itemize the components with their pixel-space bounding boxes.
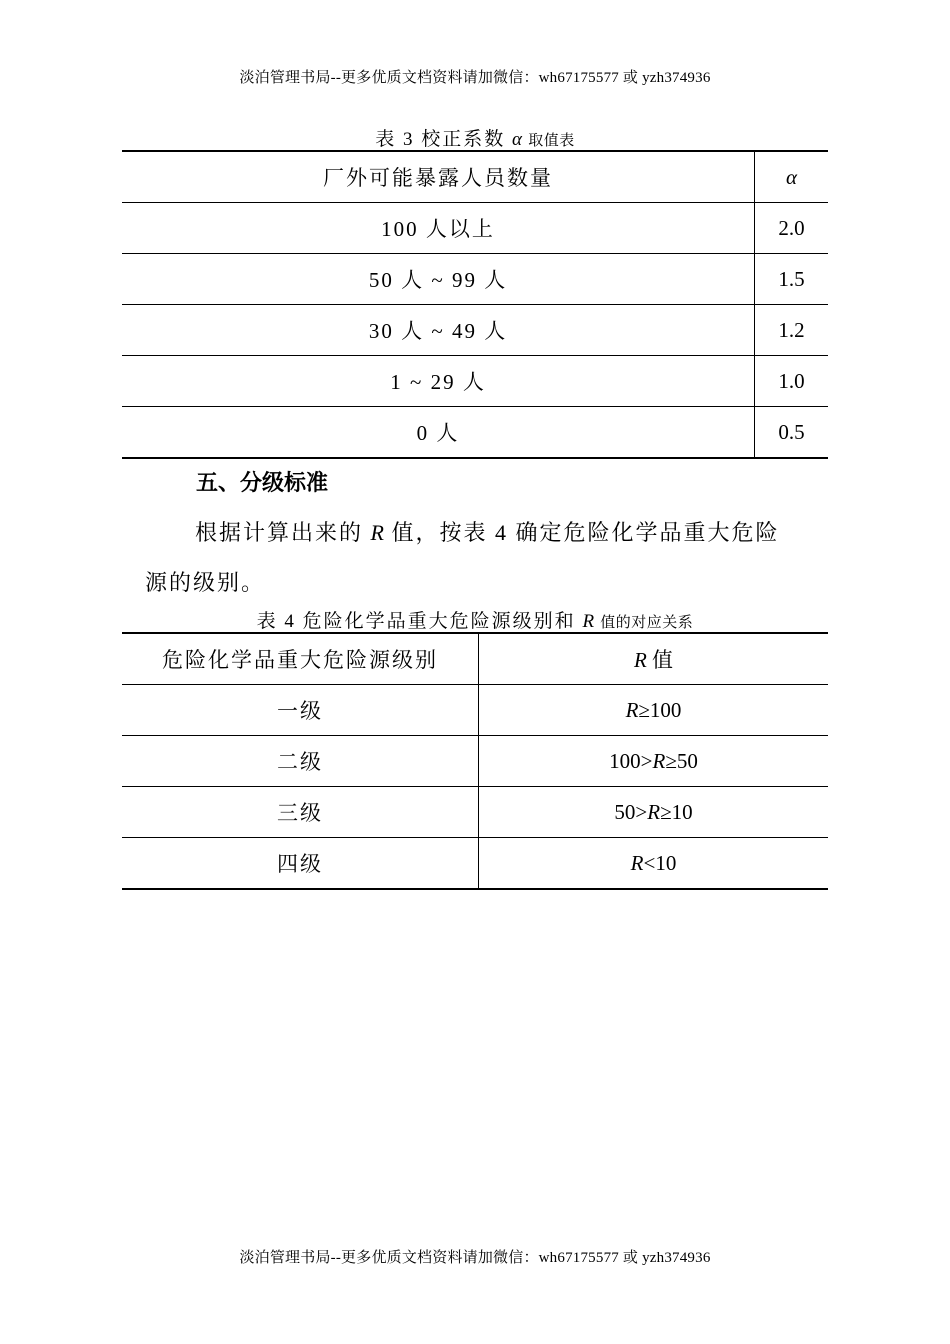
table-row — [122, 356, 828, 407]
table4-cell-range — [479, 736, 829, 787]
table4-cell-level: 四级 — [122, 838, 479, 890]
table-row — [122, 838, 828, 890]
table3-cell-people: 1 ~ 29 人 — [122, 356, 755, 407]
table3-cell-alpha: 1.2 — [755, 305, 828, 356]
range-post: ≥100 — [638, 697, 682, 722]
table4-cell-level: 一级 — [122, 685, 479, 736]
r-symbol: R — [625, 697, 639, 722]
range-post: ≥50 — [665, 748, 698, 773]
r-symbol: R — [647, 799, 661, 824]
table3-cell-alpha: 2.0 — [755, 203, 828, 254]
range-pre: 50> — [614, 799, 648, 824]
table3-header-exposed-people: 厂外可能暴露人员数量 — [122, 151, 755, 203]
table3-cell-alpha: 0.5 — [755, 407, 828, 459]
table4-caption-main: 表 4 危险化学品重大危险源级别和 — [256, 611, 583, 632]
table3 — [122, 150, 828, 459]
table-row — [122, 736, 828, 787]
range-post: ≥10 — [660, 799, 693, 824]
table3-cell-people: 0 人 — [122, 407, 755, 459]
table-row — [122, 407, 828, 459]
table3-header-row — [122, 151, 828, 203]
table-row — [122, 685, 828, 736]
table4-caption — [122, 606, 828, 633]
r-symbol: R — [633, 648, 647, 672]
section-heading: 五、分级标准 — [196, 471, 329, 496]
table4-header-level: 危险化学品重大危险源级别 — [122, 633, 479, 685]
table4-caption-tail: 值的对应关系 — [596, 615, 694, 631]
table3-caption-tail: 取值表 — [523, 133, 575, 149]
table3-cell-alpha: 1.0 — [755, 356, 828, 407]
table4-caption-r: R — [582, 611, 597, 632]
table4-cell-level: 三级 — [122, 787, 479, 838]
table3-header-alpha — [755, 151, 828, 203]
para-text-a: 根据计算出来的 — [195, 520, 371, 545]
table3-cell-alpha: 1.5 — [755, 254, 828, 305]
r-symbol: R — [630, 850, 644, 875]
table-row — [122, 305, 828, 356]
para-r-symbol: R — [370, 520, 384, 545]
table3-caption-main: 表 3 校正系数 — [375, 129, 512, 150]
table3-cell-people: 30 人 ~ 49 人 — [122, 305, 755, 356]
table-row — [122, 787, 828, 838]
table4-cell-range — [479, 787, 829, 838]
table3-caption — [122, 124, 828, 151]
alpha-symbol: α — [786, 164, 798, 189]
table4-cell-level: 二级 — [122, 736, 479, 787]
page-header: 淡泊管理书局--更多优质文档资料请加微信：wh67175577 或 yzh374936 — [239, 70, 711, 86]
r-symbol: R — [652, 748, 666, 773]
para-text-b: 值，按表 4 确定危险化学品重大危险 — [383, 520, 780, 545]
table3-cell-people: 50 人 ~ 99 人 — [122, 254, 755, 305]
table-row — [122, 203, 828, 254]
body-paragraph-line2: 源的级别。 — [145, 570, 266, 595]
range-post: <10 — [643, 850, 677, 875]
table4-cell-range — [479, 685, 829, 736]
table3-cell-people: 100 人以上 — [122, 203, 755, 254]
table4-header-r-value — [479, 633, 829, 685]
table-row — [122, 254, 828, 305]
range-pre: 100> — [609, 748, 653, 773]
table4 — [122, 632, 828, 890]
r-value-label: 值 — [646, 648, 674, 672]
body-paragraph-line1 — [145, 516, 815, 547]
table4-cell-range — [479, 838, 829, 890]
table4-header-row — [122, 633, 828, 685]
table3-caption-alpha: α — [512, 129, 524, 150]
page-footer: 淡泊管理书局--更多优质文档资料请加微信：wh67175577 或 yzh374936 — [239, 1250, 711, 1266]
